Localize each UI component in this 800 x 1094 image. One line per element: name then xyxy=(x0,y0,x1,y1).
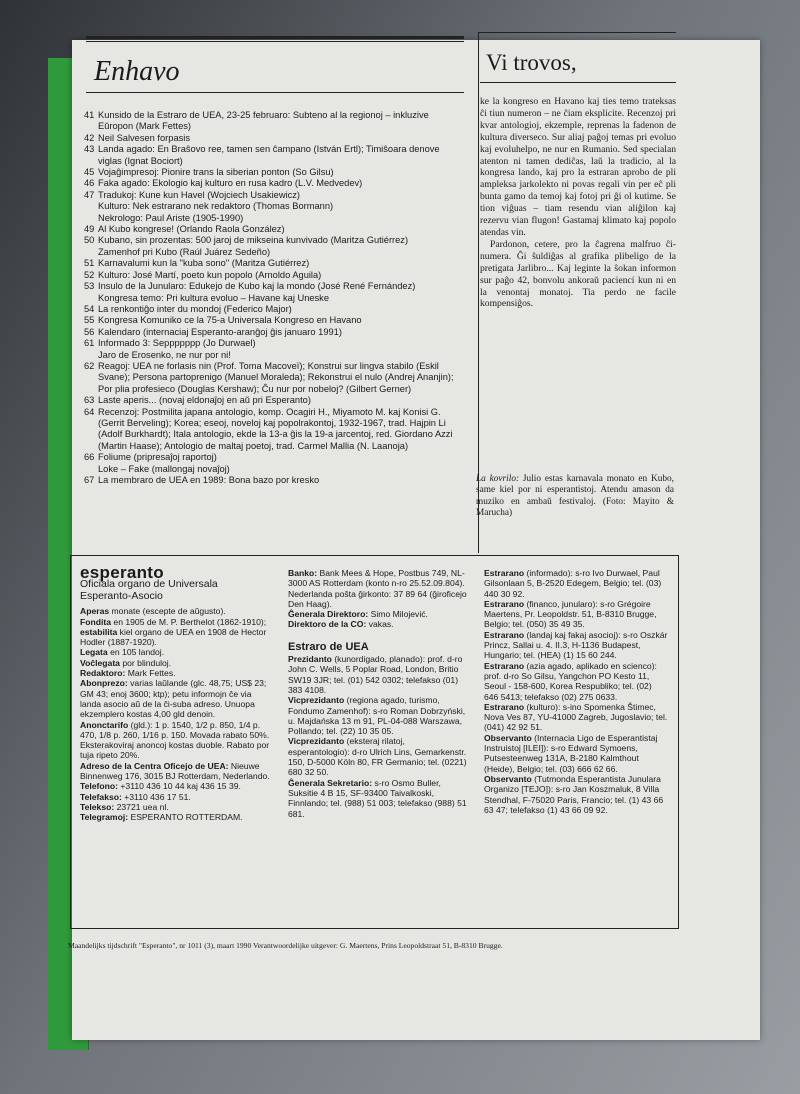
masthead-item xyxy=(80,781,270,791)
masthead-item xyxy=(288,609,468,619)
toc-page-number xyxy=(84,213,98,224)
masthead-item xyxy=(484,630,668,661)
toc-page-number: 45 xyxy=(84,167,95,178)
editorial-paragraph: Pardonon, cetere, pro la ĉagrena malfruo ĉi-numera. Ĝi ŝuldiĝas al grafika plibeligo de la pretigata Jarlibro... Kaj leginte la ŝokan informon sur paĝo 42, bonvolu ankoraŭ paciencí kun ni en la venontaj monatoj. Tia perdo ne facile kompensiĝos. xyxy=(480,238,676,310)
toc-page-number: 61 xyxy=(84,338,95,349)
toc-entry xyxy=(84,350,464,361)
toc-top-rule-thin xyxy=(86,41,464,42)
toc-entry-text: La renkontiĝo inter du mondoj (Federico Major) xyxy=(98,303,292,314)
masthead-item-text: (gld.): 1 p. 1540, 1/2 p. 850, 1/4 p. 470, 1/8 p. 260, 1/16 p. 150. Movada rabato 50%. Eksterakoviraj anoncoj kostas duoble. Rabato por tuja ripeto 20%. xyxy=(80,719,270,761)
toc-list xyxy=(84,110,464,486)
masthead-item-label: Vicprezidanto xyxy=(288,736,345,747)
toc-page-number xyxy=(84,464,98,475)
cover-caption xyxy=(476,474,674,520)
masthead-item-text: (landaj kaj fakaj asocioj): s-ro Oszkár Princz, Sallai u. 4. II.3, H-1136 Budapest, Hungario; tel. (HEA) (1) 15 60 244. xyxy=(484,629,668,661)
masthead-item-text: (Tutmonda Esperantista Junulara Organizo [TEJO]): s-ro Jan Koszmaluk, 8 Villa Stendhal, F-75020 Paris, Francio; tel. (1) 43 66 63 47; telefakso (1) 43 66 09 92. xyxy=(484,773,664,815)
masthead-item xyxy=(80,792,270,802)
toc-entry-text: La membraro de UEA en 1989: Bona bazo por kresko xyxy=(98,475,320,485)
masthead-item-label: Aperas xyxy=(80,606,110,617)
masthead-item xyxy=(80,720,270,761)
masthead-item-label: Voĉlegata xyxy=(80,657,120,668)
toc-page-number: 46 xyxy=(84,178,95,189)
toc-entry xyxy=(84,293,464,304)
toc-entry xyxy=(84,395,464,406)
toc-entry-text: Zamenhof pri Kubo (Raúl Juárez Sedeño) xyxy=(98,246,271,257)
masthead-item xyxy=(80,668,270,678)
masthead-item-label: Telefono: xyxy=(80,781,119,792)
masthead-item-text: Nieuwe Binnenweg 176, 3015 BJ Rotterdam, Nederlando. xyxy=(80,760,270,782)
caption-text: Julio estas karnavala monato en Kubo, same kiel por ni esperantistoj. Atendu amason da muziko en ambaŭ festivaloj. (Foto: Mayito & Marucha) xyxy=(476,474,674,519)
toc-entry-text: Neil Salvesen forpasis xyxy=(98,132,190,143)
masthead-item xyxy=(484,568,668,599)
toc-entry-text: Informado 3: Seppppppp (Jo Durwael) xyxy=(98,338,256,349)
toc-entry-text: Al Kubo kongrese! (Orlando Raola González) xyxy=(98,224,285,235)
toc-entry xyxy=(84,235,464,246)
masthead-column-2 xyxy=(288,568,468,819)
masthead-item-label: Ĝenerala Sekretario: xyxy=(288,777,373,788)
toc-page-number: 54 xyxy=(84,303,95,314)
toc-page-number xyxy=(84,293,98,304)
toc-page-number: 63 xyxy=(84,395,95,406)
toc-entry xyxy=(84,327,464,338)
masthead-item xyxy=(288,736,468,777)
toc-entry xyxy=(84,190,464,201)
toc-entry-text: Jaro de Erosenko, ne nur por ni! xyxy=(98,349,231,360)
toc-entry-text: Kongresa temo: Pri kultura evoluo – Havane kaj Uneske xyxy=(98,292,329,303)
masthead-item xyxy=(288,568,468,609)
toc-entry-text: Kulturo: Nek estrarano nek redaktoro (Thomas Bormann) xyxy=(98,201,334,212)
toc-entry xyxy=(84,452,464,463)
masthead-item-text: kiel organo de UEA en 1908 de Hector Hodler (1887-1920). xyxy=(80,626,267,648)
masthead-item xyxy=(80,802,270,812)
masthead-item-text: (kulturo): s-ino Spomenka Štimec, Nova Ves 87, YU-41000 Zagreb, Jugoslavio; tel. (041) 42 92 51. xyxy=(484,701,668,733)
toc-entry xyxy=(84,304,464,315)
toc-entry xyxy=(84,224,464,235)
masthead-item xyxy=(484,661,668,702)
masthead-item-text: s-ro Osmo Buller, Suksitie 4 B 15, SF-93400 Taivalkoski, Finnlando; tel. (988) 51 003; telefakso (988) 51 681. xyxy=(288,777,467,819)
toc-entry-text: Reagoj: UEA ne forlasis nin (Prof. Toma Macoveï); Konstrui sur lingva stabilo (Eskil Svane); Persona partoprenigo (Manuel Moraleda); Rekonstrui el nulo (Andrej Ananjin); Por plia profesieco (Douglas Kershaw); Ĉu nur por nobeloj? (Gilbert Gerner) xyxy=(98,360,454,394)
masthead-item xyxy=(484,702,668,733)
toc-entry xyxy=(84,258,464,269)
masthead-item-label: Estrarano xyxy=(484,701,525,712)
caption-label: La kovrilo: xyxy=(476,474,520,484)
toc-page-number: 43 xyxy=(84,144,95,155)
masthead-item xyxy=(80,627,270,648)
toc-page-number: 64 xyxy=(84,406,95,417)
toc-page-number xyxy=(84,350,98,361)
masthead-item-label: Observanto xyxy=(484,732,532,743)
toc-entry-text: Faka agado: Ekologio kaj kulturo en rusa kadro (L.V. Medvedev) xyxy=(98,178,363,189)
masthead-item xyxy=(80,647,270,657)
masthead-item-text: +3110 436 10 44 kaj 436 15 39. xyxy=(118,781,241,792)
editorial-title: Vi trovos, xyxy=(486,50,577,75)
masthead-item xyxy=(288,695,468,736)
toc-entry-text: Tradukoj: Kune kun Havel (Wojciech Usakiewicz) xyxy=(98,189,301,200)
toc-entry xyxy=(84,167,464,178)
toc-entry-text: Landa agado: En Braŝovo ree, tamen sen ĉampano (István Ertl); Timiŝoara denove viglas (Ignat Bociort) xyxy=(98,144,440,166)
toc-entry-text: Kulturo: José Martí, poeto kun popolo (Arnoldo Aguila) xyxy=(98,269,322,280)
masthead-item-text: en 105 landoj. xyxy=(107,647,165,658)
masthead-item xyxy=(80,678,270,719)
masthead-item-text: +3110 436 17 51. xyxy=(121,791,191,802)
toc-entry xyxy=(84,475,464,486)
masthead-item-text: (Internacia Ligo de Esperantistaj Instruistoj [ILEI]): s-ro Edward Symoens, Putsesteenweg 131A, B-2180 Kalmthout (Heide), Belgio; tel. (03) 666 62 66. xyxy=(484,732,658,774)
toc-page-number: 47 xyxy=(84,189,95,200)
editorial-paragraph: ke la kongreso en Havano kaj ties temo trateksas ĉi tiun numeron – ne ĉiam eksplicite. Recenzoj pri kvar antologioj, ekzemple, reprenas la fadenon de kultura diverseco. Sur aliaj paĝoj temas pri evoluo kaj evoluhelpo, ne nur en Rumanio. Sed specialan atenton ni tamen dediĉas, laŭ la tradicio, al la kongresa lando, kaj pro la estraran aprobo de pli ampleksa jarkolekto ni povas regali vin per eĉ pli bunta gamo da temoj kaj fotoj pri ĝi ol kutime. Se tion viĝuas – tiam resendu vian aliĝilon kaj rezervu vian flugon! Gastamaj klimato kaj popolo atendas vin. xyxy=(480,96,676,238)
toc-entry xyxy=(84,144,464,167)
masthead-item-text: (financo, junularo): s-ro Grégoire Maertens, Pr. Leopoldstr. 51, B-8310 Brugge, Belgio; tel. (050) 35 49 35. xyxy=(484,598,657,630)
toc-entry xyxy=(84,213,464,224)
masthead-item-label: Telegramoj: xyxy=(80,812,129,823)
toc-entry xyxy=(84,247,464,258)
masthead-item-label: estabilita xyxy=(80,626,118,637)
toc-page-number: 62 xyxy=(84,360,95,371)
toc-entry-text: Vojaĝimpresoj: Pionire trans la siberian ponton (So Gilsu) xyxy=(98,167,334,178)
masthead-item xyxy=(484,774,668,815)
masthead-item-label: Telefakso: xyxy=(80,791,122,802)
toc-entry xyxy=(84,338,464,349)
masthead-item-label: Fondita xyxy=(80,616,112,627)
masthead-item-label: Ĝenerala Direktoro: xyxy=(288,609,369,620)
toc-entry-text: Kalendaro (internaciaj Esperanto-aranĝoj ĝis januaro 1991) xyxy=(98,326,342,337)
toc-entry-text: Insulo de la Junularo: Edukejo de Kubo kaj la mondo (José René Fernández) xyxy=(98,281,416,292)
toc-title-rule xyxy=(86,92,464,93)
masthead-column-1 xyxy=(80,563,270,823)
toc-page-number: 42 xyxy=(84,132,95,143)
masthead-item xyxy=(80,617,270,627)
masthead-item-text: 23721 uea nl. xyxy=(114,801,169,812)
masthead-item-label: Estrarano xyxy=(484,629,525,640)
masthead-item xyxy=(288,778,468,819)
masthead-item xyxy=(80,658,270,668)
masthead-item-text: varias laŭlande (glc. 48,75; US$ 23; GM 43; enoj 3600; ktp); petu informojn ĉe via landa asocio aŭ de la ĉi-suba adreso. Unuopa ekzemplero kostas 4,00 gld denoin. xyxy=(80,678,267,720)
masthead-item xyxy=(80,606,270,616)
toc-page-number xyxy=(84,201,98,212)
masthead-column-3 xyxy=(484,568,668,815)
masthead-subtitle: Oficiala organo de Universala Esperanto-Asocio xyxy=(80,578,218,603)
masthead-item-label: Banko: xyxy=(288,568,318,578)
editorial-top-rule xyxy=(478,32,676,33)
masthead-item-text: Bank Mees & Hope, Postbus 749, NL-3000 AS Rotterdam (konto n-ro 25.52.09.804). Nederlanda poŝta ĝirkonto: 37 89 64 (ĝiroficejo Den Haag). xyxy=(288,568,467,609)
toc-entry xyxy=(84,281,464,292)
masthead-item-label: Estrarano xyxy=(484,660,525,671)
toc-entry xyxy=(84,407,464,453)
masthead-item-label: Direktoro de la CO: xyxy=(288,619,367,630)
masthead-item-text: (regiona agado, turismo, Fondumo Zamenhof): s-ro Roman Dobrzyński, u. Majdańska 13 m 91, PL-04-088 Warszawa, Pollando; tel. (22) 10 35 05. xyxy=(288,695,466,737)
editorial-body xyxy=(480,96,676,310)
toc-entry xyxy=(84,178,464,189)
masthead-item-label: Prezidanto xyxy=(288,654,332,665)
masthead-item-text: (informado): s-ro Ivo Durwael, Paul Gilsonlaan 5, B-2520 Edegem, Belgio; tel. (03) 440 30 92. xyxy=(484,568,662,599)
toc-page-number: 52 xyxy=(84,269,95,280)
masthead-item xyxy=(288,654,468,695)
masthead-item xyxy=(80,812,270,822)
masthead-item-text: ESPERANTO ROTTERDAM. xyxy=(128,812,243,823)
masthead-item xyxy=(484,599,668,630)
masthead-item-text: Simo Milojević. xyxy=(368,609,428,620)
masthead-item-text: monate (escepte de aŭgusto). xyxy=(109,606,226,617)
toc-entry-text: Loke – Fake (mallongaj novaĵoj) xyxy=(98,463,230,474)
masthead-item-text: (azia agado, aplikado en scienco): prof. d-ro So Gilsu, Yangchon PO Kesto 11, Seoul - 158-600, Korea Respubliko; tel. (02) 646 5413; telefakso (02) 275 0633. xyxy=(484,660,657,702)
masthead-item-label: Estrarano xyxy=(484,568,525,578)
toc-entry-text: Foliume (pripresaĵoj raportoj) xyxy=(98,452,217,463)
toc-entry xyxy=(84,361,464,395)
toc-page-number: 41 xyxy=(84,110,95,120)
masthead-item-text: (eksteraj rilatoj, esperantologio): d-ro Ulrich Lins, Gemarkenstr. 150, D-5000 Köln 80, FR Germanio; tel. (0221) 680 32 50. xyxy=(288,736,467,778)
page-footer: Maandelijks tijdschrift "Esperanto", nr 1011 (3), maart 1990 Verantwoordelijke uitgever: G. Maertens, Prins Leopoldstraat 51, B-8310 Brugge. xyxy=(68,941,503,950)
toc-entry xyxy=(84,315,464,326)
toc-page-number: 66 xyxy=(84,452,95,463)
toc-entry-text: Nekrologo: Paul Ariste (1905-1990) xyxy=(98,212,244,223)
toc-title: Enhavo xyxy=(94,56,180,87)
toc-page-number: 50 xyxy=(84,235,95,246)
masthead-item-label: Observanto xyxy=(484,773,532,784)
masthead-brand: esperanto xyxy=(80,563,164,582)
masthead-item-label: Telekso: xyxy=(80,801,115,812)
toc-entry-text: Karnavalumi kun la "kuba sono" (Maritza Gutiérrez) xyxy=(98,258,310,269)
toc-page-number: 55 xyxy=(84,315,95,326)
masthead-item xyxy=(288,619,468,629)
toc-entry-text: Laste aperis... (novaj eldonaĵoj en aŭ pri Esperanto) xyxy=(98,395,311,406)
toc-entry xyxy=(84,270,464,281)
masthead-item-label: Redaktoro: xyxy=(80,668,126,679)
toc-entry xyxy=(84,201,464,212)
editorial-title-rule xyxy=(480,82,676,83)
toc-page-number: 49 xyxy=(84,224,95,235)
toc-entry xyxy=(84,464,464,475)
toc-entry xyxy=(84,110,464,133)
board-heading: Estraro de UEA xyxy=(288,640,369,653)
toc-page-number: 56 xyxy=(84,326,95,337)
masthead-item-text: Mark Fettes. xyxy=(125,668,176,679)
masthead-item-label: Adreso de la Centra Oficejo de UEA: xyxy=(80,760,229,771)
toc-top-rule xyxy=(86,36,464,39)
masthead-item-label: Legata xyxy=(80,647,108,658)
masthead-item-label: Anonctarifo xyxy=(80,719,129,730)
masthead-item-label: Abonprezo: xyxy=(80,678,128,689)
toc-page-number: 51 xyxy=(84,258,95,269)
toc-entry xyxy=(84,133,464,144)
masthead-item xyxy=(484,733,668,774)
toc-page-number xyxy=(84,247,98,258)
masthead-item-text: vakas. xyxy=(366,619,394,630)
toc-entry-text: Kunsido de la Estraro de UEA, 23-25 februaro: Subteno al la regionoj – inkluzive Eŭropon (Mark Fettes) xyxy=(98,110,429,132)
masthead-item-label: Estrarano xyxy=(484,598,525,609)
toc-entry-text: Recenzoj: Postmilita japana antologio, komp. Ocagiri H., Miyamoto M. kaj Konisi G. (Gerrit Berveling); Korea; eseoj, noveloj kaj popolrakontoj, 1932-1967, trad. Hajpin Li (Adolf Burkhardt); Itala antologio, ekde la 13-a ĝis la 19-a jarcentoj, red. Giordano Azzi (Martin Haase); Antologio de maltaj poetoj, trad. Carmel Mallia (N. Laanoja) xyxy=(98,406,453,451)
masthead-item-text: por blinduloj. xyxy=(119,657,172,668)
toc-page-number: 53 xyxy=(84,281,95,292)
toc-entry-text: Kongresa Komuniko ce la 75-a Universala Kongreso en Havano xyxy=(98,315,362,326)
masthead-item-label: Vicprezidanto xyxy=(288,695,345,706)
masthead-item-text: (kunordigado, planado): prof. d-ro John C. Wells, 5 Poplar Road, London, Britio SW19 3JR; tel. (01) 542 0302; telefakso (01) 383 4108. xyxy=(288,654,463,695)
toc-page-number: 67 xyxy=(84,475,95,485)
toc-entry-text: Kubano, sin prozentas: 500 jaroj de mikseina kunvivado (Maritza Gutiérrez) xyxy=(98,235,409,246)
masthead-item-text: en 1905 de M. P. Berthelot (1862-1910); xyxy=(111,616,267,627)
masthead-item xyxy=(80,761,270,782)
